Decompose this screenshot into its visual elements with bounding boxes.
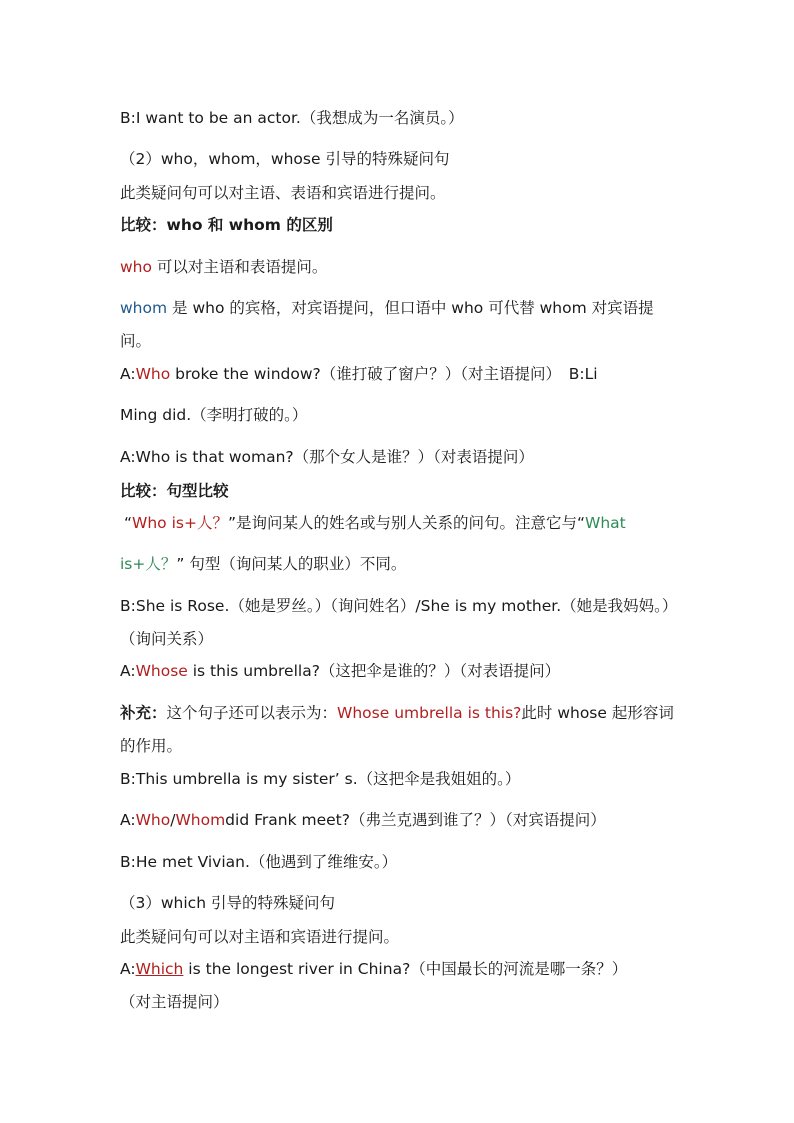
keyword-who: Who (135, 365, 171, 383)
text: 此类疑问句可以对主语、表语和宾语进行提问。 (120, 184, 446, 202)
text: B:This umbrella is my sister’ s.（这把伞是我姐姐的。） (120, 770, 521, 788)
example-answer-liming (120, 399, 680, 431)
keyword-who: Who (135, 811, 171, 829)
example-which-longest-river (120, 953, 680, 985)
text: ” 句型（询问某人的职业）不同。 (176, 555, 407, 573)
text: / (170, 811, 176, 829)
text: 这个句子还可以表示为： (166, 704, 338, 722)
comparison-heading-who-whom (120, 209, 680, 241)
pattern-who-is: Who is+人？ (132, 514, 228, 532)
text: A:Who is that woman?（那个女人是谁？）（对表语提问） (120, 448, 534, 466)
example-who-whom-frank (120, 804, 680, 836)
text: 此类疑问句可以对主语和宾语进行提问。 (120, 928, 400, 946)
section-heading-which (120, 887, 680, 919)
text: ”是询问某人的姓名或与别人关系的问句。注意它与“ (227, 514, 586, 532)
keyword-which: Which (135, 960, 184, 978)
text: B:I want to be an actor.（我想成为一名演员。） (120, 109, 464, 127)
keyword-who: who (120, 258, 152, 276)
example-which-note (120, 986, 680, 1018)
text: broke the window?（谁打破了窗户？）（对主语提问） B:Li (170, 365, 598, 383)
comparison-heading-sentence-pattern (120, 475, 680, 507)
keyword-whom: whom (120, 299, 168, 317)
text: is this umbrella?（这把伞是谁的？）（对表语提问） (187, 662, 561, 680)
supplement-label: 补充： (120, 704, 167, 722)
who-usage-line (120, 251, 680, 283)
supplement-note (120, 697, 680, 763)
text: A: (120, 365, 136, 383)
text: 比较：句型比较 (120, 482, 229, 500)
section-heading-who-whom-whose (120, 143, 680, 175)
text: （对主语提问） (120, 993, 229, 1011)
text: 是 who 的宾格，对宾语提问，但口语中 who 可代替 whom 对宾语提问。 (120, 299, 654, 350)
pattern-comparison-line-1 (124, 507, 684, 539)
example-answer-vivian (120, 846, 680, 878)
text: 可以对主语和表语提问。 (151, 258, 328, 276)
text: is the longest river in China?（中国最长的河流是哪一条？） (183, 960, 628, 978)
example-who-is-that-woman (120, 441, 680, 473)
text: B:She is Rose.（她是罗丝。）（询问姓名）/She is my mother.（她是我妈妈。）（询问关系） (120, 597, 678, 648)
text: A: (120, 811, 136, 829)
pattern-what-is: is+人？ (120, 555, 177, 573)
pattern-what: What (585, 514, 626, 532)
keyword-whose: Whose (135, 662, 188, 680)
whom-usage-paragraph (120, 292, 680, 358)
text: 此时 whose 起形容词的作用。 (120, 704, 674, 755)
text: Ming did.（李明打破的。） (120, 406, 308, 424)
keyword-whom: Whom (175, 811, 226, 829)
text: （3）which 引导的特殊疑问句 (120, 894, 335, 912)
section-description (120, 177, 680, 209)
pattern-comparison-line-2 (120, 548, 680, 580)
keyword-whose-umbrella: Whose umbrella is this? (337, 704, 522, 722)
text: did Frank meet?（弗兰克遇到谁了？）（对宾语提问） (225, 811, 606, 829)
answer-line-actor (120, 102, 680, 134)
text: （2）who，whom，whose 引导的特殊疑问句 (120, 150, 450, 168)
text: B:He met Vivian.（他遇到了维维安。） (120, 853, 398, 871)
text: A: (120, 662, 136, 680)
section-description-which (120, 921, 680, 953)
example-whose-umbrella (120, 655, 680, 687)
text: “ (124, 514, 133, 532)
example-she-is-rose (120, 590, 680, 656)
text: A: (120, 960, 136, 978)
text: 比较：who 和 whom 的区别 (120, 216, 333, 234)
example-answer-sister (120, 763, 680, 795)
example-who-broke-window (120, 358, 680, 390)
